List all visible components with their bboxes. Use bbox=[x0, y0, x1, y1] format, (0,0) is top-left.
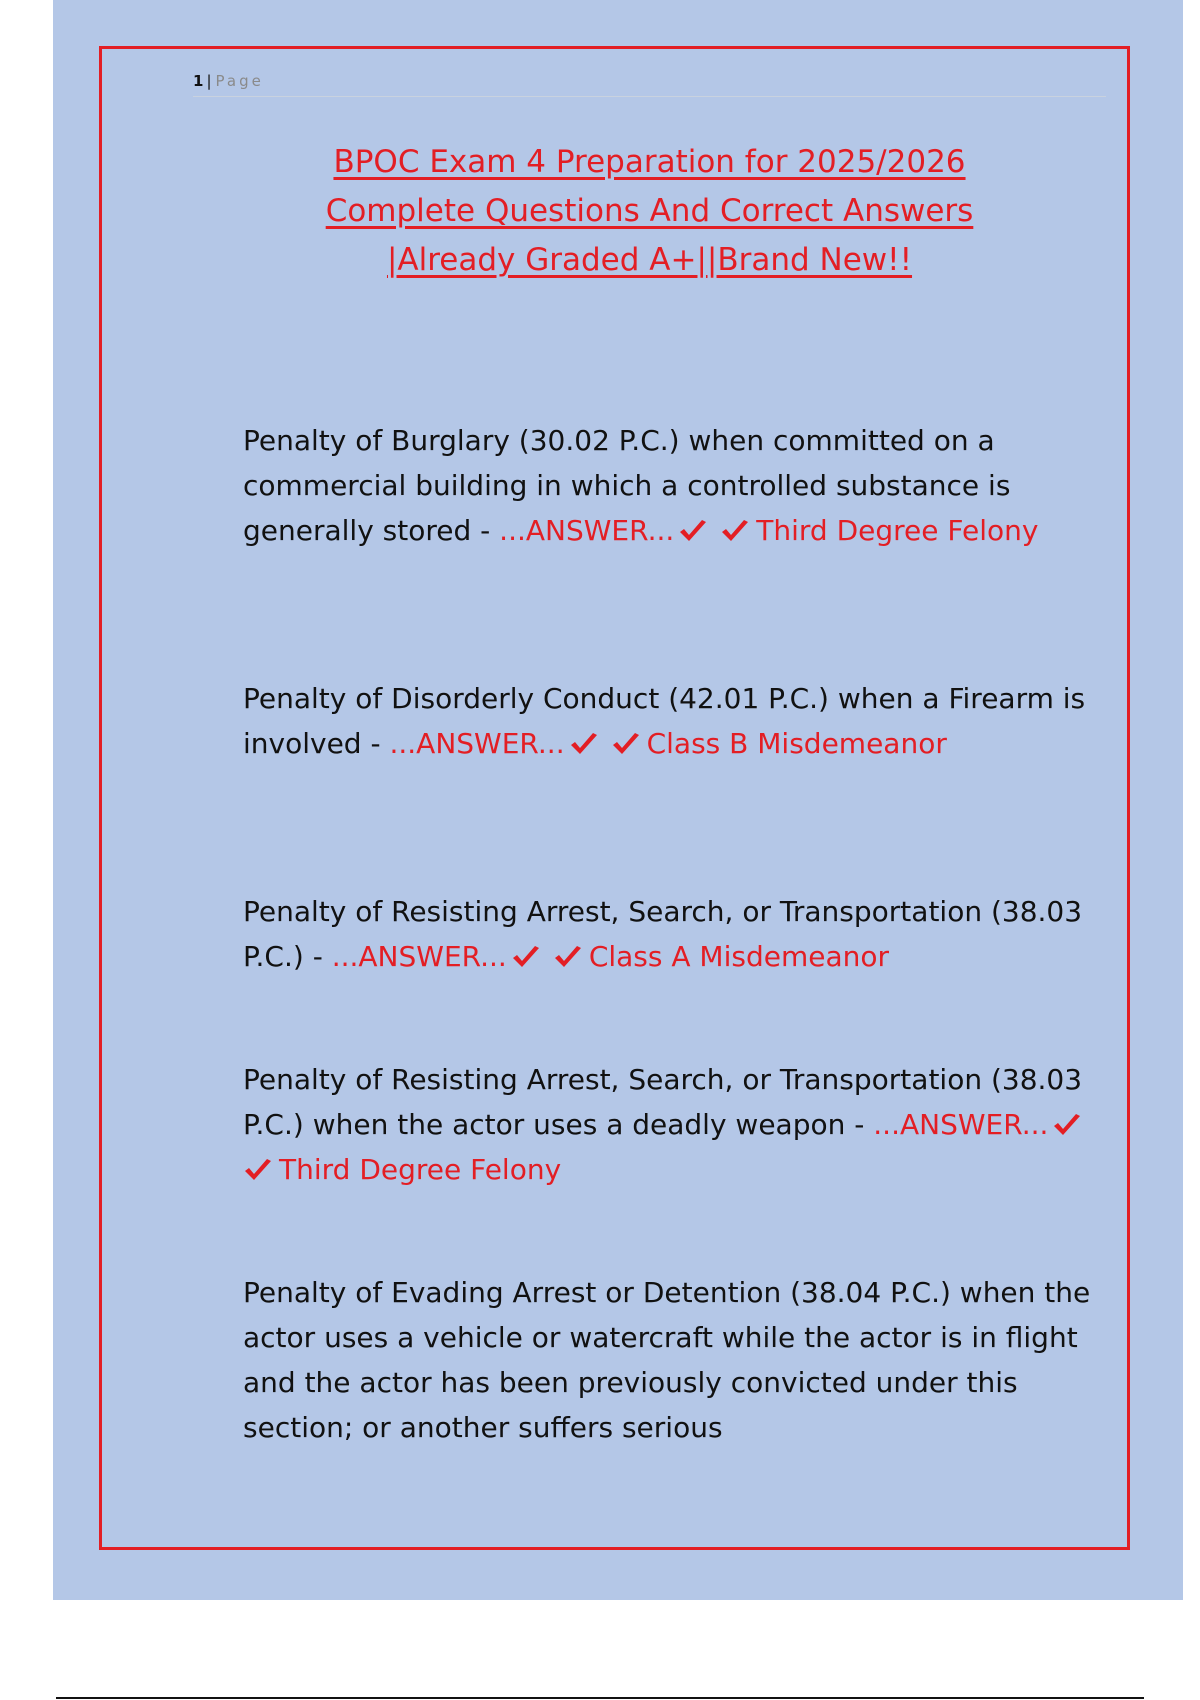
question-text: Penalty of Resisting Arrest, Search, or Transportation (38.03 P.C.) - bbox=[243, 895, 1083, 973]
check-mark-icon bbox=[1052, 1113, 1082, 1137]
question-text: Penalty of Disorderly Conduct (42.01 P.C.) when a Firearm is involved - bbox=[243, 682, 1086, 760]
check-mark-icon bbox=[611, 732, 641, 756]
qa-item-2 bbox=[243, 676, 1123, 766]
answer-text: Third Degree Felony bbox=[756, 514, 1039, 547]
check-mark-icon bbox=[243, 1158, 273, 1182]
answer-text: Class B Misdemeanor bbox=[646, 727, 947, 760]
qa-item-1 bbox=[243, 418, 1123, 553]
check-mark-icon bbox=[720, 519, 750, 543]
check-mark-icon bbox=[678, 519, 708, 543]
qa-item-3 bbox=[243, 889, 1123, 979]
document-page bbox=[53, 0, 1183, 1600]
answer-tag: ...ANSWER... bbox=[499, 514, 675, 547]
question-text: Penalty of Burglary (30.02 P.C.) when committed on a commercial building in which a controlled substance is generally stored - bbox=[243, 424, 1011, 547]
answer-tag: ...ANSWER... bbox=[873, 1108, 1049, 1141]
answer-text: Third Degree Felony bbox=[279, 1153, 562, 1186]
page-label: Page bbox=[215, 72, 264, 90]
question-text: Penalty of Evading Arrest or Detention (38.04 P.C.) when the actor uses a vehicle or watercraft while the actor is in flight and the actor has been previously convicted under this section; or another suffers serious bbox=[243, 1276, 1091, 1444]
page-separator: | bbox=[206, 72, 212, 90]
answer-tag: ...ANSWER... bbox=[389, 727, 565, 760]
title-line-3: |Already Graded A+||Brand New!! bbox=[386, 242, 913, 278]
qa-item-4 bbox=[243, 1057, 1123, 1192]
page-header bbox=[193, 70, 1106, 97]
check-mark-icon bbox=[553, 945, 583, 969]
answer-text: Class A Misdemeanor bbox=[588, 940, 890, 973]
question-text: Penalty of Resisting Arrest, Search, or Transportation (38.03 P.C.) when the actor uses a deadly weapon - bbox=[243, 1063, 1083, 1141]
check-mark-icon bbox=[511, 945, 541, 969]
qa-item-5 bbox=[243, 1270, 1123, 1450]
answer-tag: ...ANSWER... bbox=[331, 940, 507, 973]
page-number: 1 bbox=[193, 72, 204, 90]
title-line-1: BPOC Exam 4 Preparation for 2025/2026 bbox=[333, 144, 966, 180]
title-line-2: Complete Questions And Correct Answers bbox=[325, 193, 974, 229]
check-mark-icon bbox=[569, 732, 599, 756]
footer-rule bbox=[56, 1697, 1144, 1699]
document-title bbox=[193, 138, 1106, 285]
